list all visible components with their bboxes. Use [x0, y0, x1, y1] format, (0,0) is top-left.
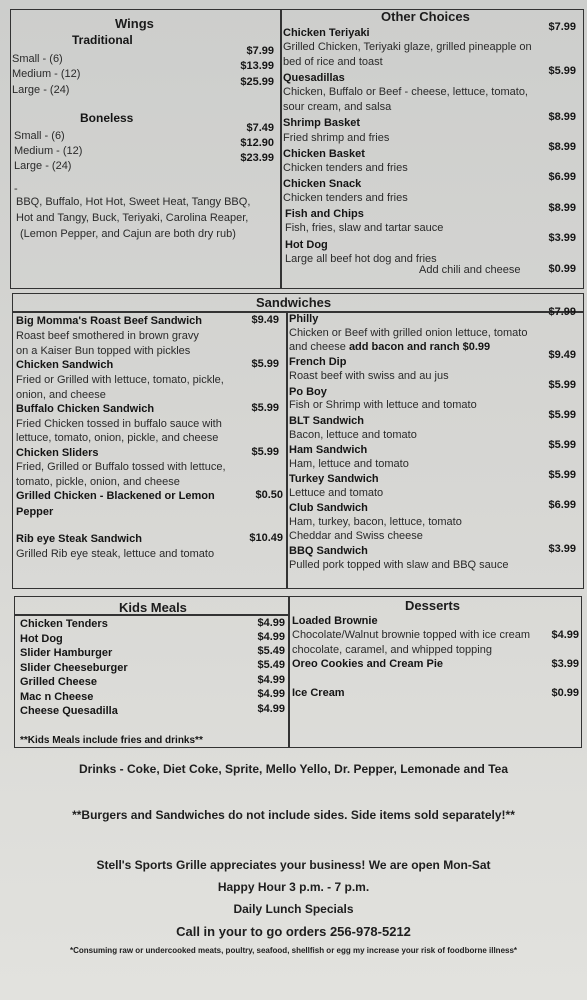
other-item-price: $8.99 — [548, 111, 576, 123]
sandwich-name: Pepper — [16, 506, 54, 518]
other-item-desc: Grilled Chicken, Teriyaki glaze, grilled pineapple on — [283, 41, 532, 53]
disclaimer: *Consuming raw or undercooked meats, poultry, seafood, shellfish or egg my increase your risk of foodborne illness* — [69, 946, 518, 955]
other-choices-title: Other Choices — [381, 9, 470, 24]
other-item-price: $5.99 — [548, 65, 576, 77]
other-item-name: Chicken Snack — [283, 178, 362, 190]
sandwich-price: $5.99 — [548, 469, 576, 481]
sandwich-desc: Roast beef smothered in brown gravy — [16, 330, 199, 342]
other-item-name: Shrimp Basket — [283, 117, 361, 129]
wings-dash: - — [14, 183, 18, 195]
sandwich-desc: tomato, pickle, onion, and cheese — [16, 476, 180, 488]
other-item-desc: Chicken tenders and fries — [283, 162, 408, 174]
kids-note: **Kids Meals include fries and drinks** — [20, 735, 203, 746]
other-item-price: $6.99 — [548, 171, 576, 183]
sandwich-name: Philly — [289, 313, 319, 325]
sandwich-name: Chicken Sandwich — [16, 359, 114, 371]
sandwich-price: $10.49 — [249, 532, 283, 544]
sandwich-desc: Grilled Rib eye steak, lettuce and tomato — [16, 548, 215, 560]
sandwich-name: Rib eye Steak Sandwich — [16, 533, 142, 545]
dessert-name: Ice Cream — [292, 687, 345, 699]
sandwich-price: $6.99 — [548, 499, 576, 511]
sandwich-desc: Fried, Grilled or Buffalo tossed with lettuce, — [16, 461, 226, 473]
sandwich-desc: Fried Chicken tossed in buffalo sauce with — [16, 418, 222, 430]
kids-item-price: $4.99 — [257, 674, 285, 686]
wings-traditional-price: $7.99 — [246, 45, 274, 57]
other-item-name: Hot Dog — [285, 239, 328, 251]
dessert-price: $3.99 — [551, 658, 579, 670]
wings-boneless-size: Medium - (12) — [14, 145, 83, 157]
kids-item-name: Hot Dog — [20, 633, 63, 645]
sandwich-name: Chicken Sliders — [16, 447, 99, 459]
sandwich-desc: Fried or Grilled with lettuce, tomato, pickle, — [16, 374, 224, 386]
sandwich-price: $5.99 — [251, 402, 279, 414]
sandwich-name: Club Sandwich — [289, 502, 368, 514]
other-item-name: Chicken Basket — [283, 148, 365, 160]
wings-traditional-size: Large - (24) — [12, 84, 70, 96]
wings-flavors: BBQ, Buffalo, Hot Hot, Sweet Heat, Tangy BBQ, — [16, 196, 251, 208]
dessert-desc: Chocolate/Walnut brownie topped with ice cream — [292, 629, 531, 641]
sandwich-name: BBQ Sandwich — [289, 545, 368, 557]
wings-traditional-size: Medium - (12) — [12, 68, 81, 80]
other-item-name: Chicken Teriyaki — [283, 27, 370, 39]
sandwich-desc: Ham, turkey, bacon, lettuce, tomato — [289, 516, 462, 528]
kids-desserts-divider — [288, 596, 290, 748]
other-addon-label: Add chili and cheese — [419, 264, 521, 276]
sandwiches-divider — [286, 311, 288, 589]
kids-meals-title: Kids Meals — [119, 600, 187, 615]
other-item-desc: Chicken, Buffalo or Beef - cheese, lettuce, tomato, — [283, 86, 528, 98]
other-item-desc: Fried shrimp and fries — [283, 132, 390, 144]
kids-item-name: Cheese Quesadilla — [20, 705, 118, 717]
philly-extra-bold: add bacon and ranch $0.99 — [348, 341, 491, 353]
desserts-title: Desserts — [405, 598, 460, 613]
kids-item-name: Grilled Cheese — [20, 676, 98, 688]
kids-item-name: Chicken Tenders — [20, 618, 108, 630]
dessert-name: Loaded Brownie — [292, 615, 378, 627]
dessert-price: $0.99 — [551, 687, 579, 699]
wings-title: Wings — [115, 16, 154, 31]
other-item-price: $8.99 — [548, 202, 576, 214]
other-item-desc: Fish, fries, slaw and tartar sauce — [285, 222, 444, 234]
wings-traditional-price: $25.99 — [240, 76, 274, 88]
wings-boneless-price: $7.49 — [246, 122, 274, 134]
wings-traditional-title: Traditional — [72, 33, 133, 47]
sides-note: **Burgers and Sandwiches do not include sides. Side items sold separately!** — [72, 808, 515, 822]
sandwich-desc: Bacon, lettuce and tomato — [289, 429, 417, 441]
wings-flavors: Hot and Tangy, Buck, Teriyaki, Carolina Reaper, — [16, 212, 249, 224]
kids-item-price: $4.99 — [257, 617, 285, 629]
kids-item-price: $4.99 — [257, 703, 285, 715]
wings-boneless-title: Boneless — [80, 111, 134, 125]
wings-boneless-size: Small - (6) — [14, 130, 65, 142]
wings-traditional-price: $13.99 — [240, 60, 274, 72]
sandwich-desc: onion, and cheese — [16, 389, 106, 401]
sandwich-desc: Lettuce and tomato — [289, 487, 384, 499]
other-item-price: $7.99 — [548, 21, 576, 33]
sandwich-name: Turkey Sandwich — [289, 473, 379, 485]
sandwich-desc: lettuce, tomato, onion, pickle, and cheese — [16, 432, 219, 444]
sandwich-name: French Dip — [289, 356, 347, 368]
sandwich-name: Ham Sandwich — [289, 444, 368, 456]
sandwich-desc: Chicken or Beef with grilled onion lettuce, tomato — [289, 327, 528, 339]
kids-item-name: Slider Hamburger — [20, 647, 113, 659]
sandwich-desc: Cheddar and Swiss cheese — [289, 530, 423, 542]
sandwich-name: Big Momma's Roast Beef Sandwich — [16, 315, 202, 327]
sandwich-desc: Fish or Shrimp with lettuce and tomato — [289, 399, 477, 411]
wings-flavors: (Lemon Pepper, and Cajun are both dry rub) — [20, 228, 236, 240]
other-item-desc: bed of rice and toast — [283, 56, 383, 68]
dessert-desc: chocolate, caramel, and whipped topping — [292, 644, 492, 656]
kids-item-price: $4.99 — [257, 688, 285, 700]
sandwich-price: $9.49 — [251, 314, 279, 326]
other-addon-price: $0.99 — [548, 263, 576, 275]
sandwich-price: $0.50 — [255, 489, 283, 501]
wings-boneless-size: Large - (24) — [14, 160, 72, 172]
kids-item-price: $4.99 — [257, 631, 285, 643]
happy-hour: Happy Hour 3 p.m. - 7 p.m. — [217, 880, 370, 894]
dessert-price: $4.99 — [551, 629, 579, 641]
sandwich-desc — [289, 341, 490, 354]
thanks-line: Stell's Sports Grille appreciates your business! We are open Mon-Sat — [96, 858, 491, 872]
sandwich-price: $5.99 — [548, 439, 576, 451]
other-item-desc: sour cream, and salsa — [283, 101, 392, 113]
other-item-name: Quesadillas — [283, 72, 345, 84]
kids-item-price: $5.49 — [257, 659, 285, 671]
sandwich-name: Buffalo Chicken Sandwich — [16, 403, 155, 415]
sandwich-price: $7.99 — [548, 306, 576, 318]
sandwich-desc: Pulled pork topped with slaw and BBQ sauce — [289, 559, 509, 571]
sandwich-price: $5.99 — [548, 409, 576, 421]
wings-traditional-size: Small - (6) — [12, 53, 63, 65]
sandwich-name: BLT Sandwich — [289, 415, 364, 427]
top-divider — [280, 9, 282, 289]
drinks-line: Drinks - Coke, Diet Coke, Sprite, Mello Yello, Dr. Pepper, Lemonade and Tea — [78, 762, 508, 776]
other-item-price: $8.99 — [548, 141, 576, 153]
sandwich-price: $5.99 — [548, 379, 576, 391]
kids-item-name: Mac n Cheese — [20, 691, 94, 703]
other-item-desc: Large all beef hot dog and fries — [285, 253, 437, 265]
wings-boneless-price: $23.99 — [240, 152, 274, 164]
sandwich-price: $9.49 — [548, 349, 576, 361]
sandwich-desc: Ham, lettuce and tomato — [289, 458, 409, 470]
other-item-price: $3.99 — [548, 232, 576, 244]
sandwiches-title: Sandwiches — [256, 295, 332, 310]
sandwich-price: $3.99 — [548, 543, 576, 555]
call-in-line: Call in your to go orders 256-978-5212 — [176, 924, 411, 939]
sandwich-desc: Roast beef with swiss and au jus — [289, 370, 449, 382]
wings-boneless-price: $12.90 — [240, 137, 274, 149]
sandwich-name: Grilled Chicken - Blackened or Lemon — [16, 490, 215, 502]
other-item-desc: Chicken tenders and fries — [283, 192, 408, 204]
sandwich-name: Po Boy — [289, 386, 327, 398]
other-item-name: Fish and Chips — [285, 208, 364, 220]
kids-item-price: $5.49 — [257, 645, 285, 657]
sandwich-price: $5.99 — [251, 358, 279, 370]
philly-extra-plain: and cheese — [289, 341, 349, 353]
sandwich-price: $5.99 — [251, 446, 279, 458]
dessert-name: Oreo Cookies and Cream Pie — [292, 658, 443, 670]
sandwich-desc: on a Kaiser Bun topped with pickles — [16, 345, 191, 357]
daily-lunch: Daily Lunch Specials — [233, 902, 354, 916]
kids-item-name: Slider Cheeseburger — [20, 662, 128, 674]
